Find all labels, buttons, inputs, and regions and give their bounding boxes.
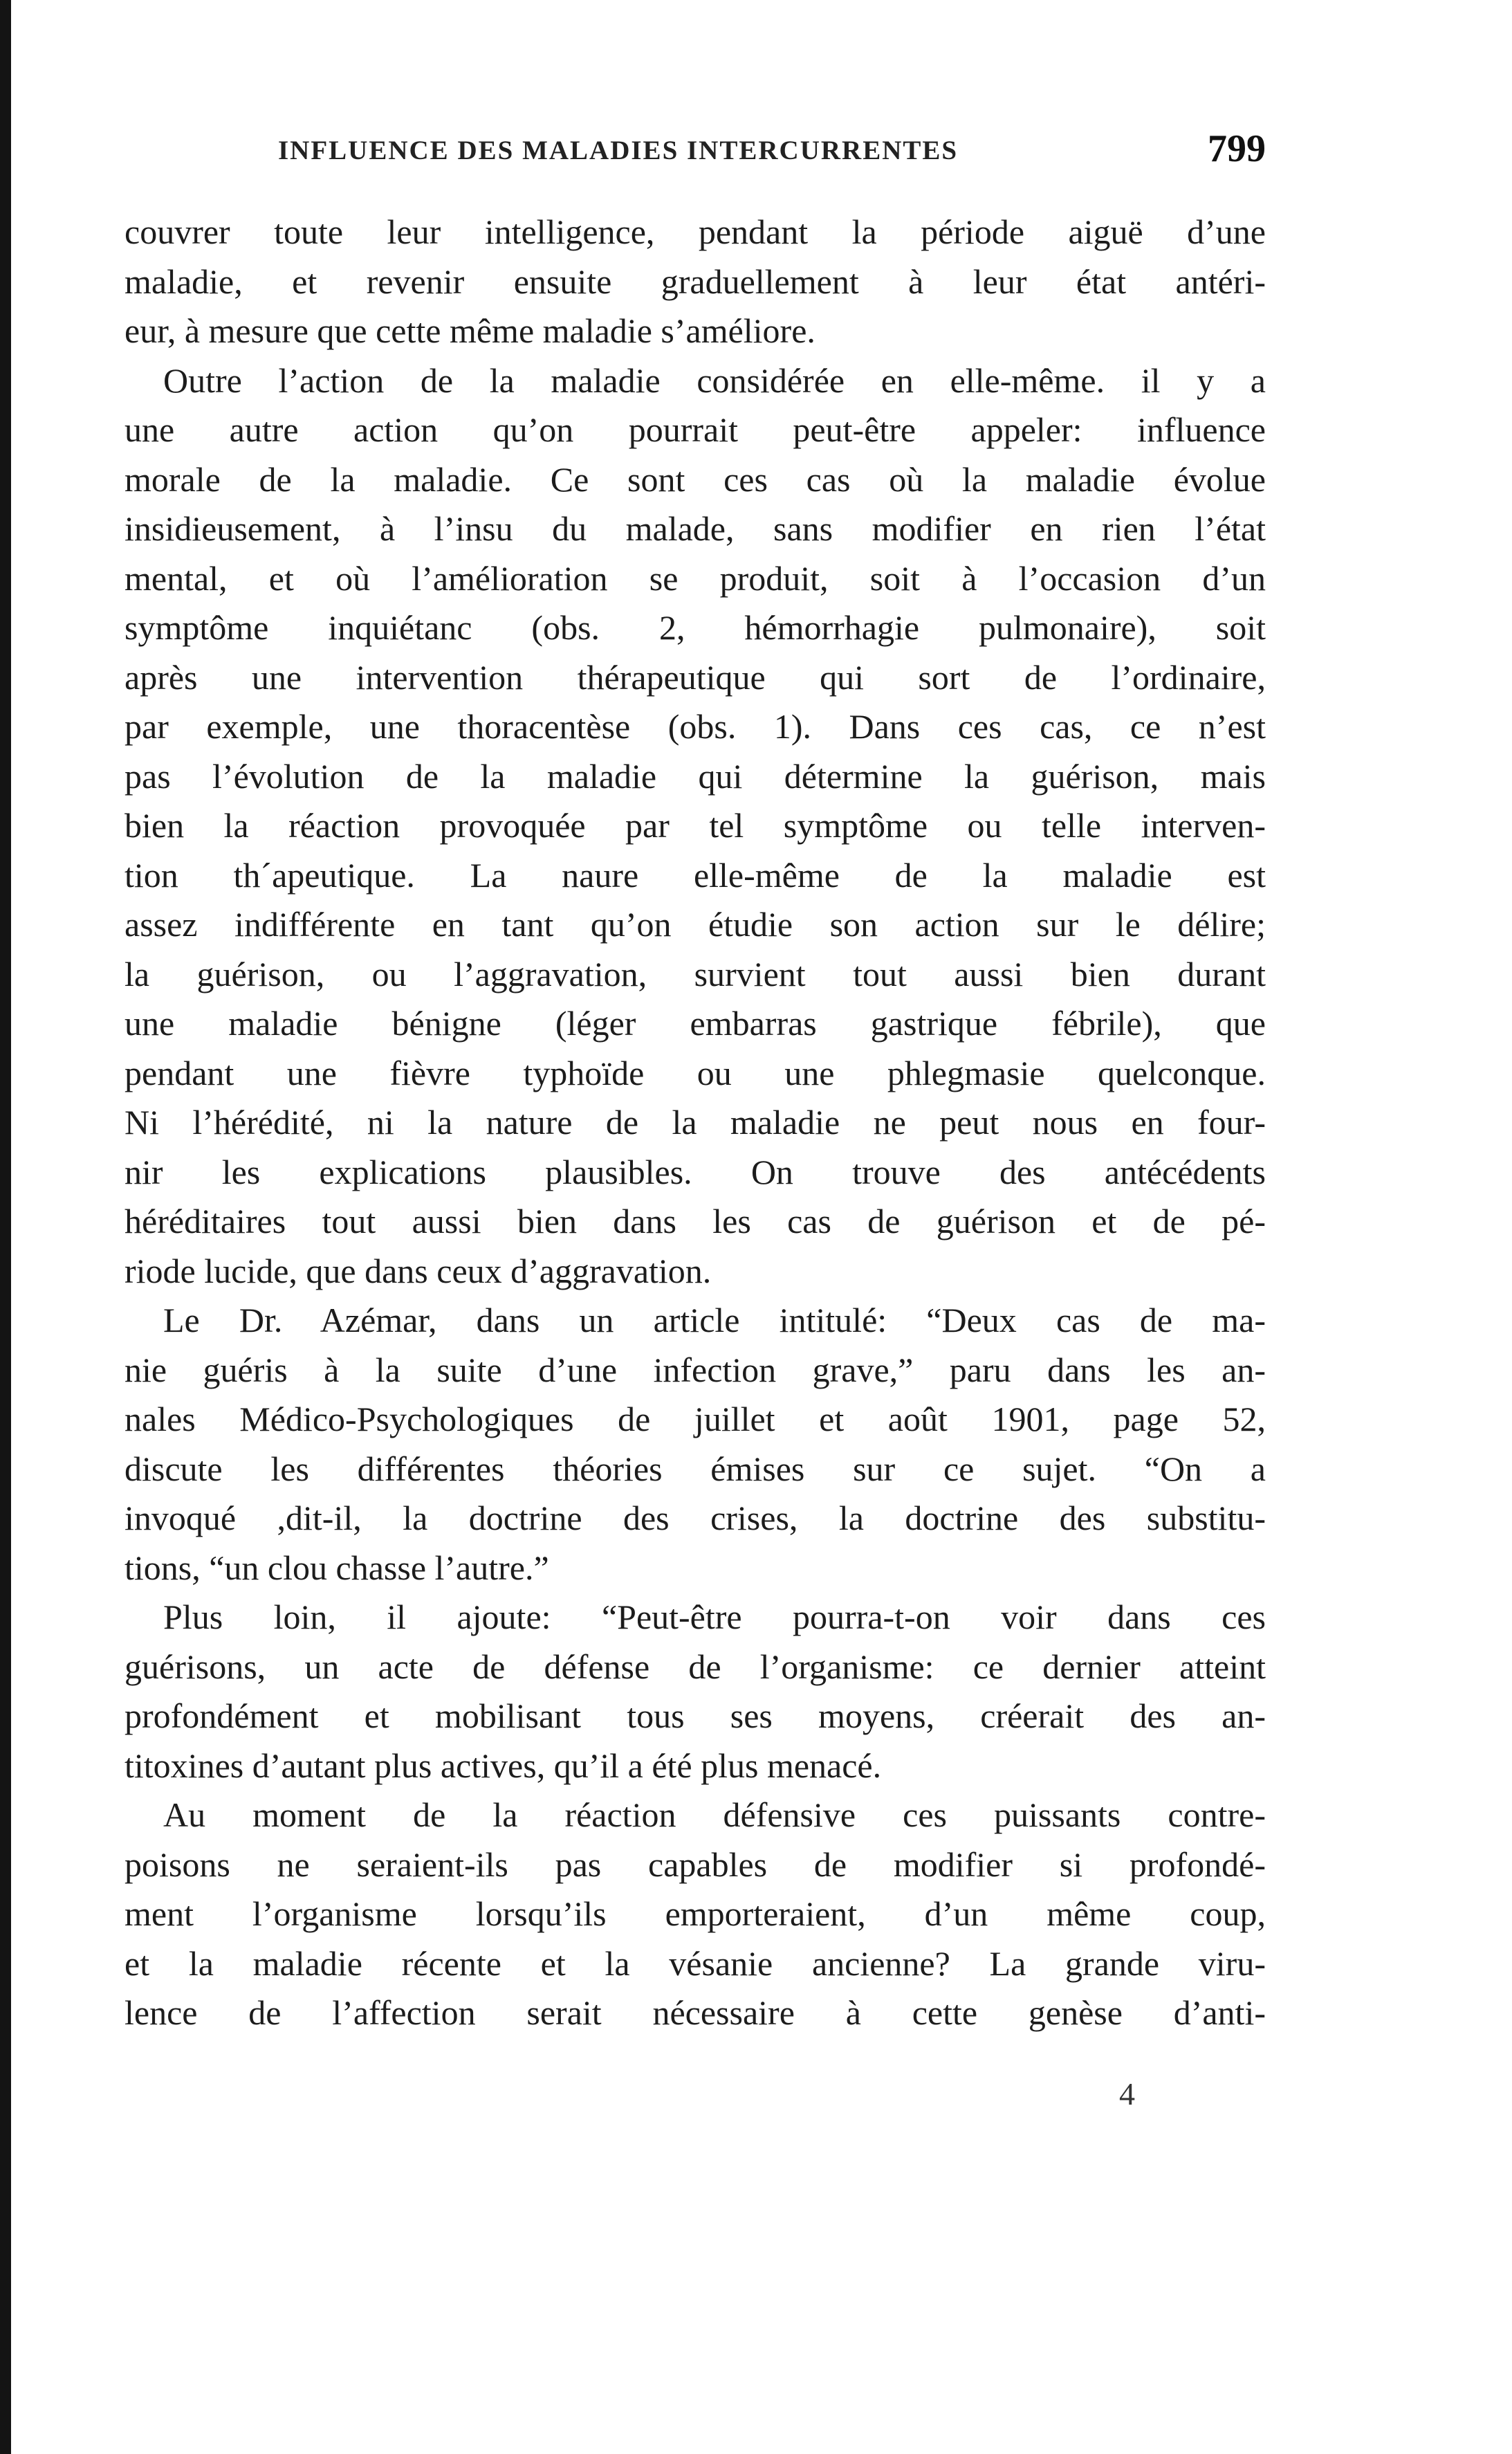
body-text	[125, 208, 1266, 2038]
text-line: insidieusement, à l’insu du malade, sans modifier en rien l’état	[125, 509, 1266, 548]
text-line: assez indifférente en tant qu’on étudie son action sur le délire;	[125, 905, 1266, 944]
text-line: morale de la maladie. Ce sont ces cas où la maladie évolue	[125, 459, 1266, 499]
text-line: une maladie bénigne (léger embarras gastrique fébrile), que	[125, 1004, 1266, 1043]
text-line: une autre action qu’on pourrait peut-être appeler: influence	[125, 410, 1266, 449]
text-line: héréditaires tout aussi bien dans les cas de guérison et de pé-	[125, 1202, 1266, 1240]
book-page	[125, 0, 1266, 2454]
page-number: 799	[1208, 127, 1266, 170]
text-line: riode lucide, que dans ceux d’aggravation.	[125, 1251, 712, 1290]
text-line: bien la réaction provoquée par tel symptôme ou telle interven-	[125, 806, 1266, 845]
text-line: Plus loin, il ajoute: “Peut-être pourra-t-on voir dans ces	[163, 1597, 1266, 1636]
text-line: guérisons, un acte de défense de l’organisme: ce dernier atteint	[125, 1647, 1266, 1686]
text-line: profondément et mobilisant tous ses moyens, créerait des an-	[125, 1696, 1266, 1735]
text-line: Ni l’hérédité, ni la nature de la maladie ne peut nous en four-	[125, 1103, 1266, 1142]
text-line: nir les explications plausibles. On trouve des antécédents	[125, 1152, 1266, 1191]
text-line: mental, et où l’amélioration se produit, soit à l’occasion d’un	[125, 558, 1266, 598]
text-line: la guérison, ou l’aggravation, survient tout aussi bien durant	[125, 954, 1266, 993]
text-line: Outre l’action de la maladie considérée en elle-même. il y a	[163, 360, 1266, 400]
text-line: symptôme inquiétanc (obs. 2, hémorrhagie pulmonaire), soit	[125, 608, 1266, 647]
text-line: couvrer toute leur intelligence, pendant la période aiguë d’une	[125, 212, 1266, 251]
text-line: pas l’évolution de la maladie qui détermine la guérison, mais	[125, 756, 1266, 796]
text-line: lence de l’affection serait nécessaire à cette genèse d’anti-	[125, 1993, 1266, 2032]
text-line: maladie, et revenir ensuite graduellement à leur état antéri-	[125, 262, 1266, 301]
text-line: par exemple, une thoracentèse (obs. 1). Dans ces cas, ce n’est	[125, 707, 1266, 746]
signature-mark: 4	[1119, 2076, 1135, 2112]
text-line: tion th´apeutique. La naure elle-même de la maladie est	[125, 855, 1266, 895]
text-line: Le Dr. Azémar, dans un article intitulé: “Deux cas de ma-	[163, 1301, 1266, 1339]
text-line: et la maladie récente et la vésanie ancienne? La grande viru-	[125, 1943, 1266, 1983]
text-line: eur, à mesure que cette même maladie s’améliore.	[125, 311, 815, 350]
text-line: nales Médico-Psychologiques de juillet et août 1901, page 52,	[125, 1400, 1266, 1438]
text-line: discute les différentes théories émises sur ce sujet. “On a	[125, 1449, 1266, 1488]
text-line: invoqué ,dit-il, la doctrine des crises, la doctrine des substitu-	[125, 1499, 1266, 1537]
text-line: après une intervention thérapeutique qui sort de l’ordinaire,	[125, 657, 1266, 697]
text-line: Au moment de la réaction défensive ces puissants contre-	[163, 1795, 1266, 1834]
text-line: nie guéris à la suite d’une infection grave,” paru dans les an-	[125, 1350, 1266, 1389]
book-binding-edge	[0, 0, 11, 2454]
text-line: titoxines d’autant plus actives, qu’il a été plus menacé.	[125, 1746, 882, 1785]
text-line: tions, “un clou chasse l’autre.”	[125, 1548, 549, 1587]
running-head: INFLUENCE DES MALADIES INTERCURRENTES	[278, 136, 959, 165]
text-line: poisons ne seraient-ils pas capables de modifier si profondé-	[125, 1844, 1266, 1884]
text-line: pendant une fièvre typhoïde ou une phlegmasie quelconque.	[125, 1053, 1266, 1092]
text-line: ment l’organisme lorsqu’ils emporteraient, d’un même coup,	[125, 1894, 1266, 1933]
